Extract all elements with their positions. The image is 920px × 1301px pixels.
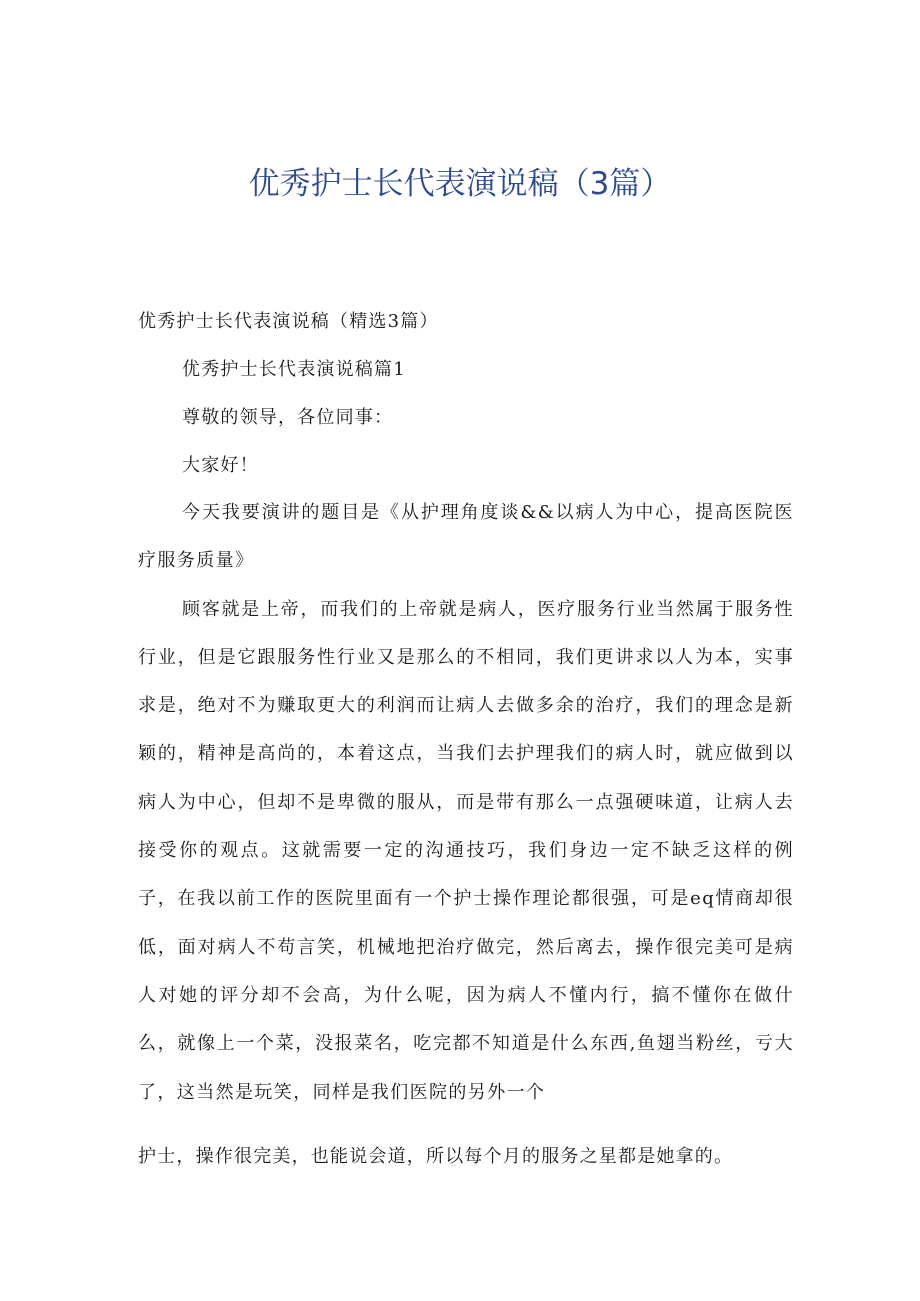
section-heading: 优秀护士长代表演说稿篇1 (182, 359, 406, 380)
greeting: 大家好！ (182, 455, 259, 476)
document-subtitle: 优秀护士长代表演说稿（精选3篇） (138, 311, 439, 332)
salutation: 尊敬的领导，各位同事： (182, 407, 394, 428)
main-paragraph: 顾客就是上帝，而我们的上帝就是病人，医疗服务行业当然属于服务性行业，但是它跟服务性行业又是那么的不相同，我们更讲求以人为本，实事求是，绝对不为赚取更大的利润而让病人去做多余的治疗，我们的理念是新颖的，精神是高尚的，本着这点，当我们去护理我们的病人时，就应做到以病人为中心，但却不是卑微的服从，而是带有那么一点强硬味道，让病人去接受你的观点。这就需要一定的沟通技巧，我们身边一定不缺乏这样的例子，在我以前工作的医院里面有一个护士操作理论都很强，可是eq情商却很低，面对病人不苟言笑，机械地把治疗做完，然后离去，操作很完美可是病人对她的评分却不会高，为什么呢，因为病人不懂内行，搞不懂你在做什么，就像上一个菜，没报菜名，吃完都不知道是什么东西,鱼翅当粉丝，亏大了，这当然是玩笑，同样是我们医院的另外一个 (138, 598, 794, 1103)
topic-paragraph: 今天我要演讲的题目是《从护理角度谈&&以病人为中心，提高医院医疗服务质量》 (138, 502, 794, 572)
continuation-paragraph: 护士，操作很完美，也能说会道，所以每个月的服务之星都是她拿的。 (138, 1145, 734, 1167)
document-title: 优秀护士长代表演说稿（3篇） (248, 166, 672, 202)
document-body (138, 306, 794, 1173)
